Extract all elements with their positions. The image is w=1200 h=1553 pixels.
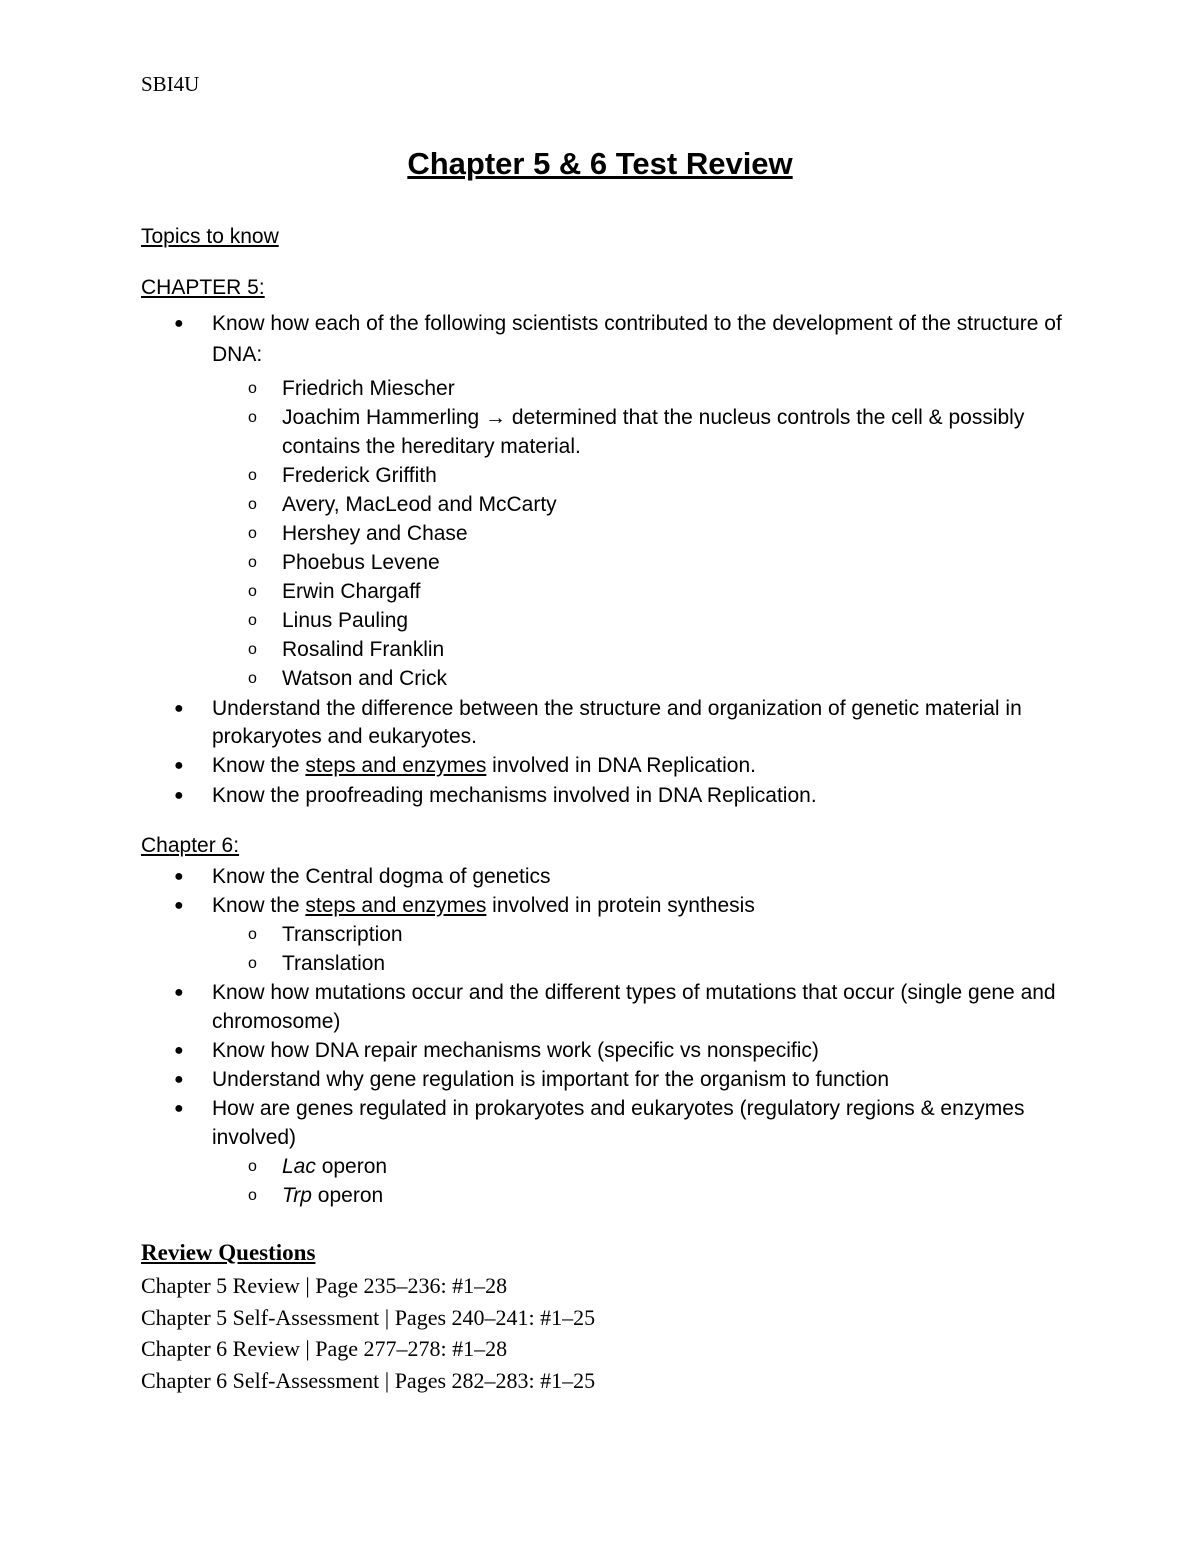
protein-synthesis-steps — [212, 920, 1062, 978]
operon-suffix: operon — [315, 1155, 388, 1178]
bullet-icon: ● — [174, 315, 184, 332]
topic-text: Know how each of the following scientists contributed to the development of the structure of DNA: — [212, 312, 1062, 366]
review-questions-heading: Review Questions — [141, 1240, 316, 1265]
list-item — [0, 891, 1062, 978]
list-item — [0, 1036, 1062, 1065]
topic-text: Know how DNA repair mechanisms work (specific vs nonspecific) — [212, 1039, 819, 1062]
chapter6-heading: Chapter 6: — [141, 834, 240, 857]
topic-text-start: Know the — [212, 894, 306, 917]
topic-text: Know the Central dogma of genetics — [212, 865, 551, 888]
sub-bullet-icon: o — [248, 670, 257, 687]
chapter6-topic-list — [0, 862, 1062, 1210]
review-question-item: Chapter 5 Review | Page 235–236: #1–28 — [141, 1273, 508, 1298]
topic-text-end: involved in protein synthesis — [486, 894, 755, 917]
scientist-name: Hershey and Chase — [282, 522, 468, 545]
sub-bullet-icon: o — [248, 409, 257, 426]
topic-text: Understand the difference between the structure and organization of genetic material in prokaryotes and eukaryotes. — [212, 697, 1022, 748]
scientist-list — [212, 374, 1062, 693]
list-item — [0, 781, 1062, 811]
bullet-icon: ● — [174, 868, 184, 885]
operon-name: Lac — [282, 1155, 316, 1178]
list-item — [0, 751, 1062, 781]
scientist-name: Linus Pauling — [282, 609, 409, 632]
topic-text: How are genes regulated in prokaryotes and eukaryotes (regulatory regions & enzymes involved) — [212, 1097, 1025, 1149]
sub-bullet-icon: o — [248, 554, 257, 571]
sub-bullet-icon: o — [248, 496, 257, 513]
scientist-name: Phoebus Levene — [282, 551, 440, 574]
bullet-icon: ● — [174, 984, 184, 1001]
scientist-name: Watson and Crick — [282, 667, 447, 690]
topic-text-end: involved in DNA Replication. — [486, 754, 756, 777]
scientist-name: Friedrich Miescher — [282, 377, 455, 400]
topic-text: Know the proofreading mechanisms involved in DNA Replication. — [212, 784, 817, 807]
list-item — [0, 308, 1062, 693]
list-item — [212, 548, 1132, 577]
sub-bullet-icon: o — [248, 583, 257, 600]
topic-text-underlined: steps and enzymes — [305, 754, 487, 777]
operon-name: Trp — [282, 1184, 312, 1207]
list-item — [212, 635, 1132, 664]
list-item — [212, 519, 1132, 548]
list-item — [212, 374, 1132, 403]
list-item — [212, 1181, 1132, 1210]
course-code: SBI4U — [141, 72, 200, 96]
scientist-name: Avery, MacLeod and McCarty — [282, 493, 557, 516]
sub-bullet-icon: o — [248, 525, 257, 542]
step-name: Translation — [282, 952, 386, 975]
page-title: Chapter 5 & 6 Test Review — [407, 146, 793, 181]
list-item — [0, 695, 1062, 751]
bullet-icon: ● — [174, 1071, 184, 1088]
topics-heading: Topics to know — [141, 225, 279, 248]
topic-text-underlined: steps and enzymes — [305, 894, 487, 917]
list-item — [0, 978, 1062, 1036]
list-item — [212, 577, 1132, 606]
sub-bullet-icon: o — [248, 1187, 257, 1204]
list-item — [212, 403, 1062, 461]
scientist-name: Rosalind Franklin — [282, 638, 445, 661]
review-question-item: Chapter 5 Self-Assessment | Pages 240–241: #1–25 — [141, 1304, 596, 1330]
list-item — [212, 949, 1132, 978]
list-item — [212, 664, 1132, 693]
sub-bullet-icon: o — [248, 955, 257, 972]
sub-bullet-icon: o — [248, 1158, 257, 1175]
bullet-icon: ● — [174, 897, 184, 914]
bullet-icon: ● — [174, 1042, 184, 1059]
review-questions-list — [141, 1270, 595, 1397]
chapter5-topic-list — [0, 308, 1062, 811]
scientist-name: Erwin Chargaff — [282, 580, 421, 603]
operon-suffix: operon — [311, 1184, 384, 1207]
list-item — [0, 862, 1062, 891]
sub-bullet-icon: o — [248, 380, 257, 397]
sub-bullet-icon: o — [248, 467, 257, 484]
sub-bullet-icon: o — [248, 641, 257, 658]
review-question-item: Chapter 6 Review | Page 277–278: #1–28 — [141, 1336, 508, 1362]
list-item — [212, 1152, 1132, 1181]
bullet-icon: ● — [174, 757, 184, 774]
topic-text: Know how mutations occur and the different types of mutations that occur (single gene and chromosome) — [212, 981, 1056, 1033]
sub-bullet-icon: o — [248, 612, 257, 629]
list-item — [0, 1065, 1062, 1094]
bullet-icon: ● — [174, 1100, 184, 1117]
bullet-icon: ● — [174, 700, 184, 717]
scientist-name: Frederick Griffith — [282, 464, 437, 487]
topic-text: Understand why gene regulation is important for the organism to function — [212, 1068, 890, 1091]
topic-text-start: Know the — [212, 754, 306, 777]
bullet-icon: ● — [174, 787, 184, 804]
list-item — [0, 1094, 1062, 1210]
list-item — [212, 606, 1132, 635]
operon-list — [212, 1152, 1062, 1210]
step-name: Transcription — [282, 923, 403, 946]
list-item — [212, 490, 1132, 519]
sub-bullet-icon: o — [248, 926, 257, 943]
list-item — [212, 920, 1132, 949]
list-item — [212, 461, 1132, 490]
review-question-item: Chapter 6 Self-Assessment | Pages 282–283: #1–25 — [141, 1368, 596, 1394]
scientist-name: Joachim Hammerling → determined that the nucleus controls the cell & possibly contains the hereditary material. — [282, 406, 1025, 458]
chapter5-heading: CHAPTER 5: — [141, 276, 265, 299]
